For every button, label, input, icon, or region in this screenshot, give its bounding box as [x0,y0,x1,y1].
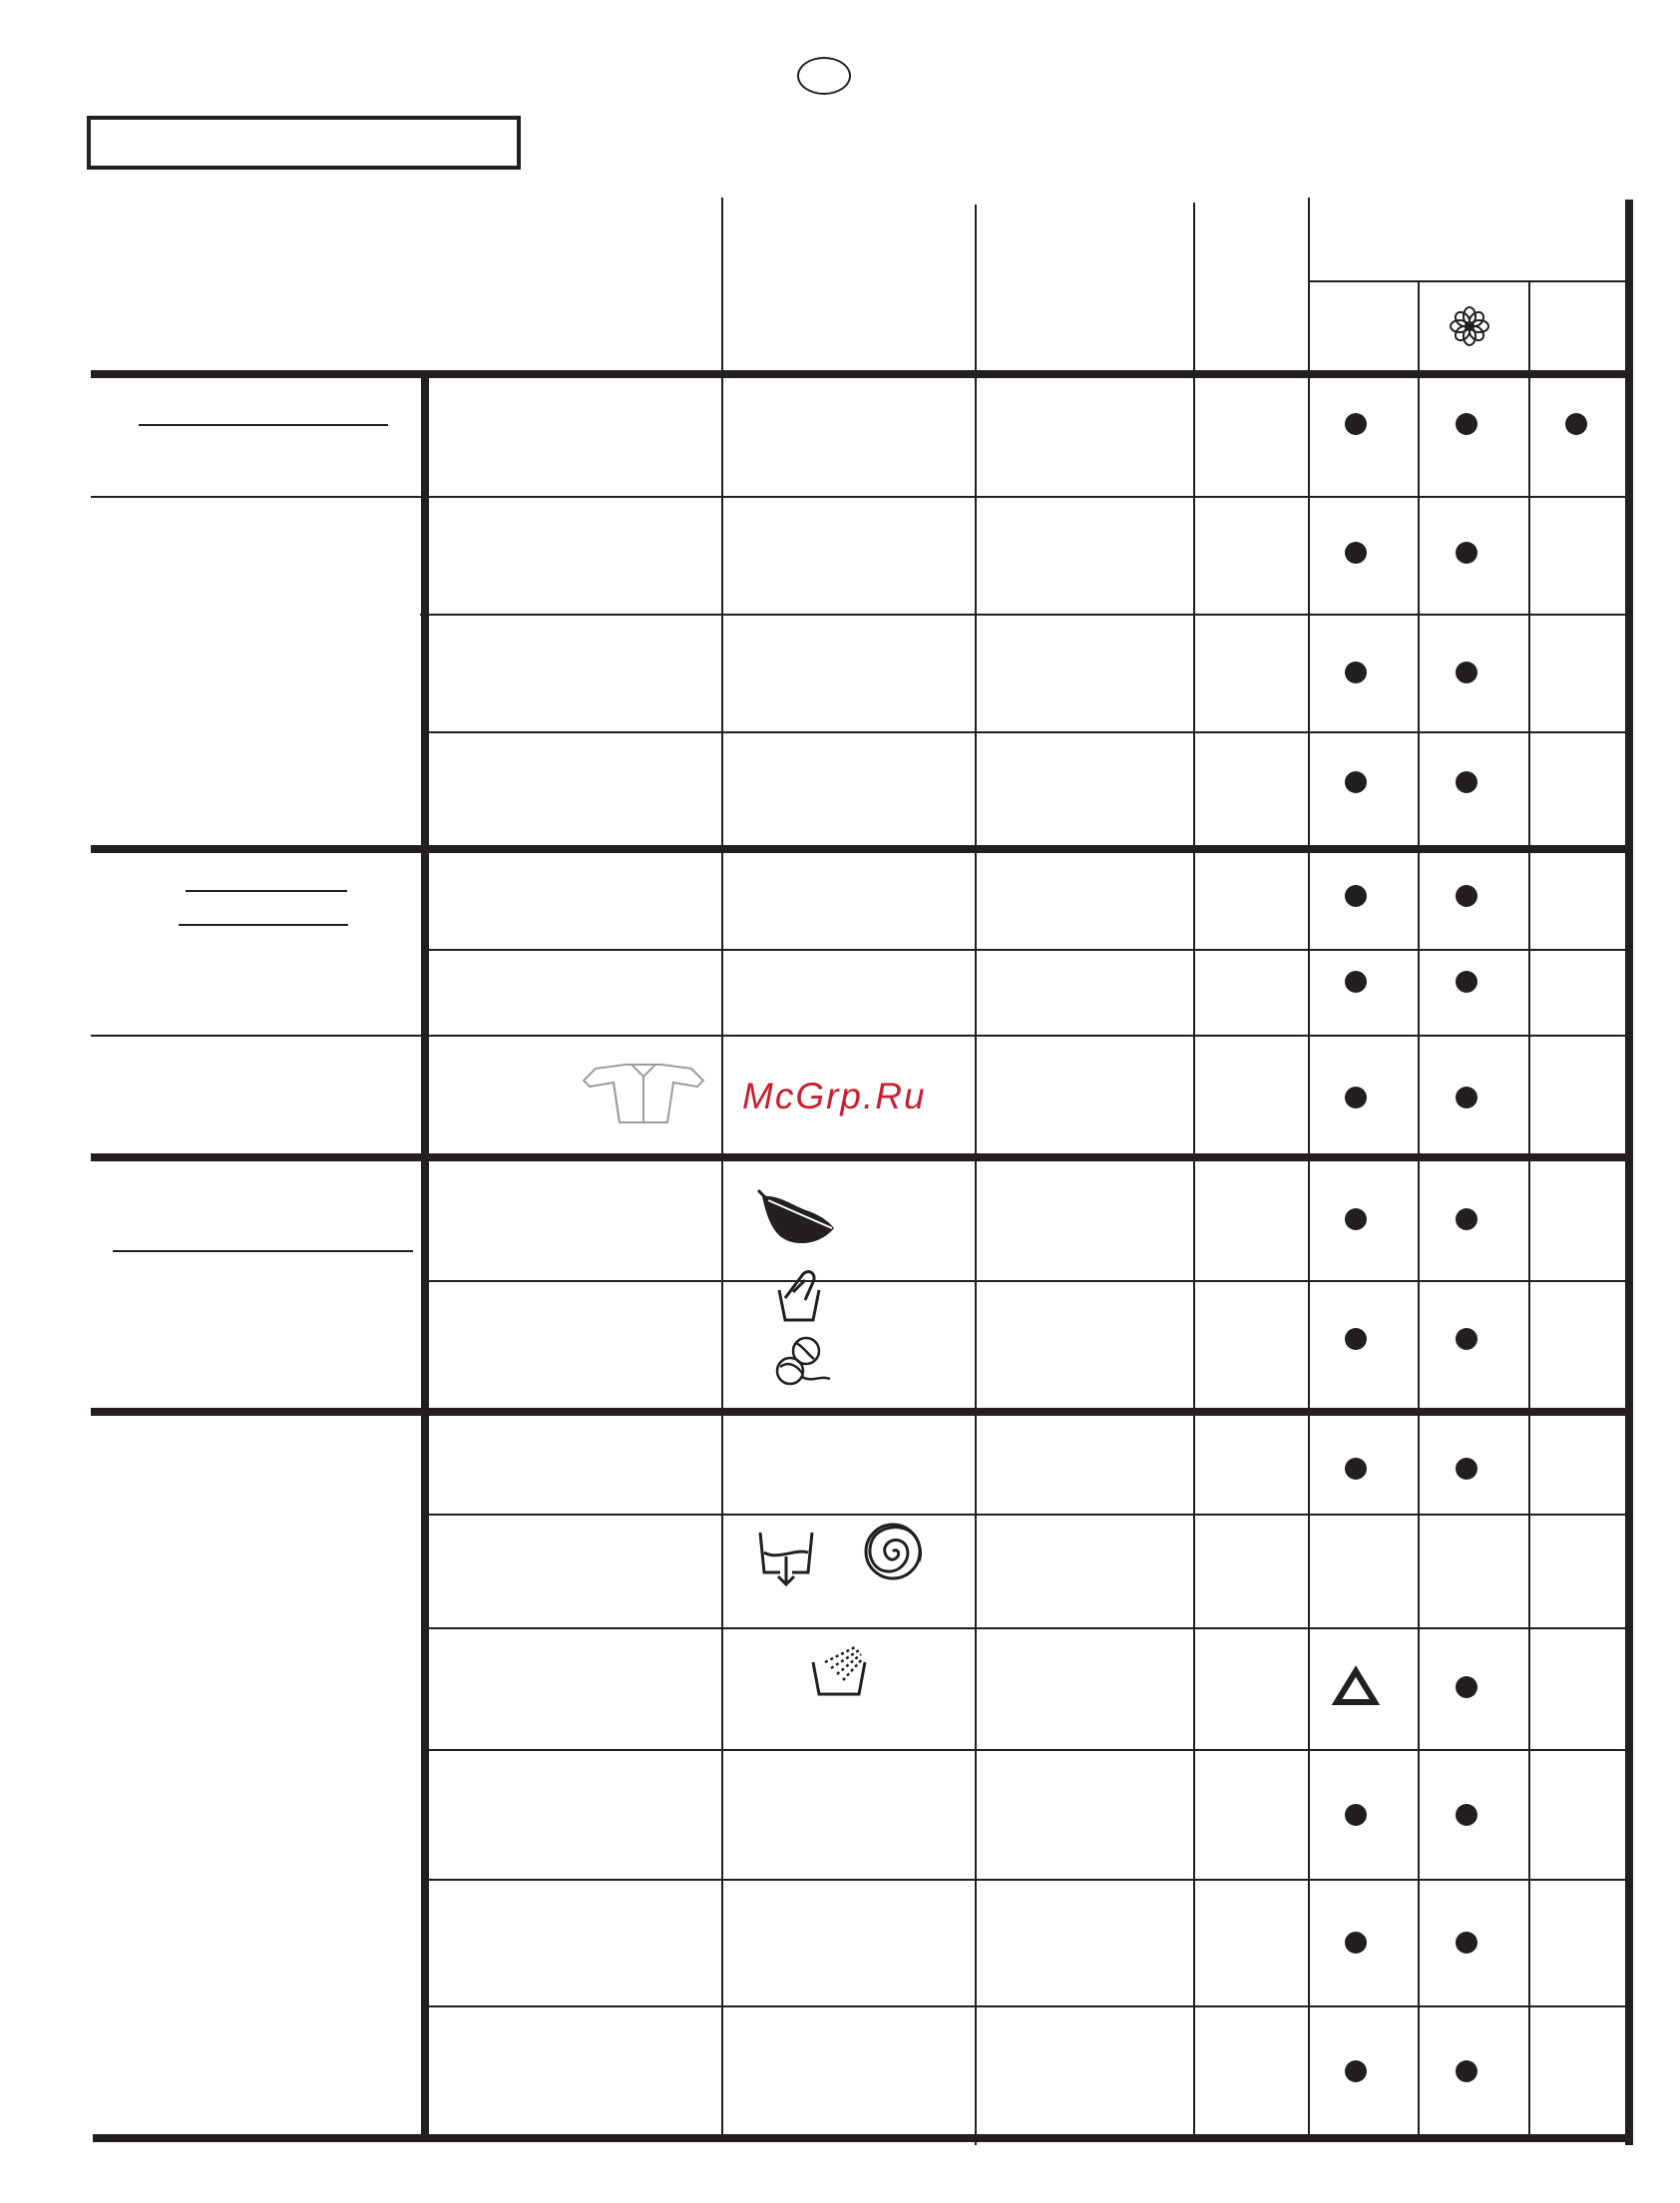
bullet-mark [1456,1087,1477,1108]
bullet-mark [1345,542,1367,564]
flower-icon [1451,307,1488,345]
bullet-mark [1456,771,1477,793]
bullet-mark [1456,971,1477,993]
rinse-icon [813,1646,865,1694]
feather-icon [758,1190,834,1243]
option-marks [1337,413,1587,2082]
bullet-mark [1456,413,1477,435]
shirt-icon [584,1065,703,1122]
bullet-mark [1565,413,1587,435]
bullet-mark [1456,542,1477,564]
wool-yarn-icon [777,1338,830,1384]
spin-icon [866,1525,921,1578]
bullet-mark [1456,1458,1477,1480]
bullet-mark [1345,1932,1367,1954]
bullet-mark [1456,1932,1477,1954]
bullet-mark [1345,413,1367,435]
bullet-mark [1456,1208,1477,1230]
bullet-mark [1345,1208,1367,1230]
bullet-mark [1345,1804,1367,1826]
bullet-mark [1345,661,1367,683]
bullet-mark [1345,771,1367,793]
bullet-mark [1345,2060,1367,2082]
bullet-mark [1345,1328,1367,1350]
drain-icon [760,1533,812,1584]
hand-wash-icon [779,1272,819,1320]
bullet-mark [1456,2060,1477,2082]
bullet-mark [1345,1458,1367,1480]
bullet-mark [1456,1676,1477,1698]
bullet-mark [1345,971,1367,993]
watermark-text: McGrp.Ru [742,1076,927,1116]
bullet-mark [1345,1087,1367,1108]
bullet-mark [1456,1804,1477,1826]
bullet-mark [1456,1328,1477,1350]
bullet-mark [1345,885,1367,907]
bullet-mark [1456,885,1477,907]
bullet-mark [1456,661,1477,683]
triangle-mark [1337,1671,1375,1702]
